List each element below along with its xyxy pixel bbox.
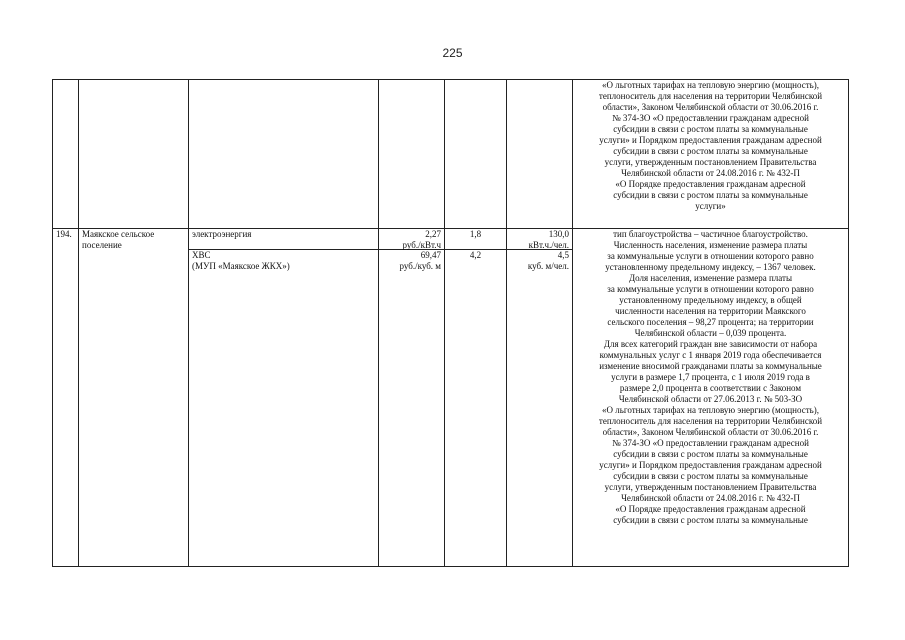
text-line: субсидии в связи с ростом платы за коммунальные — [613, 190, 808, 200]
text-line: теплоноситель для населения на территории Челябинской — [598, 91, 823, 101]
text-line: Челябинской области от 24.08.2016 г. № 432-П — [621, 168, 800, 178]
text-line: области», Законом Челябинской области от 30.06.2016 г. — [602, 102, 819, 112]
cell-norms — [507, 229, 573, 567]
service-electricity — [192, 229, 375, 249]
norm-unit: кВт.ч./чел. — [528, 240, 569, 250]
cell-row-number: 194. — [53, 229, 79, 567]
text-line: субсидии в связи с ростом платы за коммунальные — [613, 471, 808, 481]
text-line: сельского поселения – 98,27 процента; на территории — [607, 317, 814, 327]
text-line: «О льготных тарифах на тепловую энергию (мощность), — [602, 405, 819, 415]
cell-tariffs — [379, 229, 445, 567]
text-line: установленному предельному индексу, – 1367 человек. — [605, 262, 816, 272]
cell-settlement-name: Маякское сельское поселение — [79, 229, 189, 567]
text-line: размере 2,0 процента в соответствии с Законом — [619, 383, 802, 393]
tariff-unit: руб./кВт.ч — [402, 240, 441, 250]
norm-cold-water — [507, 249, 572, 272]
text-line: Доля населения, изменение размера платы — [628, 273, 793, 283]
service-cold-water — [189, 249, 378, 272]
text-line: услуги» — [695, 201, 726, 211]
index-electricity — [448, 229, 503, 249]
text-line: услуги в размере 1,7 процента, с 1 июля 2019 года в — [611, 372, 810, 382]
text-line: услуги» и Порядком предоставления гражданам адресной — [599, 460, 822, 470]
tariff-unit: руб./куб. м — [399, 261, 441, 271]
page-number: 225 — [442, 46, 463, 60]
index-cold-water — [445, 249, 506, 261]
text-line: услуги, утвержденным постановлением Правительства — [604, 157, 817, 167]
cell-legal-text-194 — [573, 229, 849, 567]
text-line: субсидии в связи с ростом платы за коммунальные — [613, 124, 808, 134]
text-line: численности населения на территории Маякского — [615, 306, 806, 316]
legal-text-block — [576, 229, 845, 526]
cell-settlement-empty — [79, 80, 189, 229]
text-line: Челябинской области от 27.06.2013 г. № 503-ЗО — [618, 394, 803, 404]
text-line: «О Порядке предоставления гражданам адресной — [615, 179, 806, 189]
cell-service-empty — [189, 80, 379, 229]
cell-tariff-empty — [379, 80, 445, 229]
text-line: установленному предельному индексу, в общей — [619, 295, 802, 305]
text-line: за коммунальные услуги в отношении которого равно — [607, 284, 814, 294]
index-value: 4,2 — [469, 250, 482, 260]
text-line: субсидии в связи с ростом платы за коммунальные — [613, 449, 808, 459]
text-line: № 374-ЗО «О предоставлении гражданам адресной — [612, 113, 809, 123]
tariff-table — [52, 79, 849, 567]
text-line: услуги» и Порядком предоставления гражданам адресной — [599, 135, 822, 145]
service-name: электроэнергия — [192, 229, 252, 239]
text-line: № 374-ЗО «О предоставлении гражданам адресной — [612, 438, 809, 448]
cell-norm-empty — [507, 80, 573, 229]
text-line: Челябинской области – 0,039 процента. — [634, 328, 787, 338]
table-row-194 — [53, 229, 849, 567]
cell-number-empty — [53, 80, 79, 229]
index-value: 1,8 — [469, 229, 482, 239]
norm-value: 130,0 — [548, 229, 569, 239]
tariff-value: 69,47 — [420, 250, 441, 260]
tariff-value: 2,27 — [425, 229, 441, 239]
text-line: субсидии в связи с ростом платы за коммунальные — [613, 146, 808, 156]
tariff-cold-water — [379, 249, 444, 272]
cell-legal-text-continued — [573, 80, 849, 229]
service-name: ХВС — [192, 250, 211, 260]
norm-value: 4,5 — [557, 250, 569, 260]
cell-index-empty — [445, 80, 507, 229]
norm-unit: куб. м/чел. — [527, 261, 569, 271]
text-line: услуги, утвержденным постановлением Правительства — [604, 482, 817, 492]
text-line: субсидии в связи с ростом платы за коммунальные — [613, 515, 808, 525]
tariff-electricity — [382, 229, 441, 249]
text-line: теплоноситель для населения на территории Челябинской — [598, 416, 823, 426]
text-line: Челябинской области от 24.08.2016 г. № 432-П — [621, 493, 800, 503]
table-row-continued — [53, 80, 849, 229]
norm-electricity — [510, 229, 569, 249]
service-provider: (МУП «Маякское ЖКХ») — [192, 261, 290, 271]
cell-services — [189, 229, 379, 567]
text-line: области», Законом Челябинской области от 30.06.2016 г. — [602, 427, 819, 437]
text-line: Для всех категорий граждан вне зависимости от набора — [603, 339, 818, 349]
text-line: Численность населения, изменение размера платы — [613, 240, 808, 250]
text-line: за коммунальные услуги в отношении которого равно — [607, 251, 814, 261]
text-line: тип благоустройства – частичное благоустройство. — [613, 229, 808, 239]
legal-text-block — [576, 80, 845, 212]
cell-indices — [445, 229, 507, 567]
text-line: «О льготных тарифах на тепловую энергию (мощность), — [602, 80, 819, 90]
text-line: «О Порядке предоставления гражданам адресной — [615, 504, 806, 514]
text-line: коммунальных услуг с 1 января 2019 года обеспечивается — [599, 350, 822, 360]
text-line: изменение вносимой гражданами платы за коммунальные — [599, 361, 822, 371]
